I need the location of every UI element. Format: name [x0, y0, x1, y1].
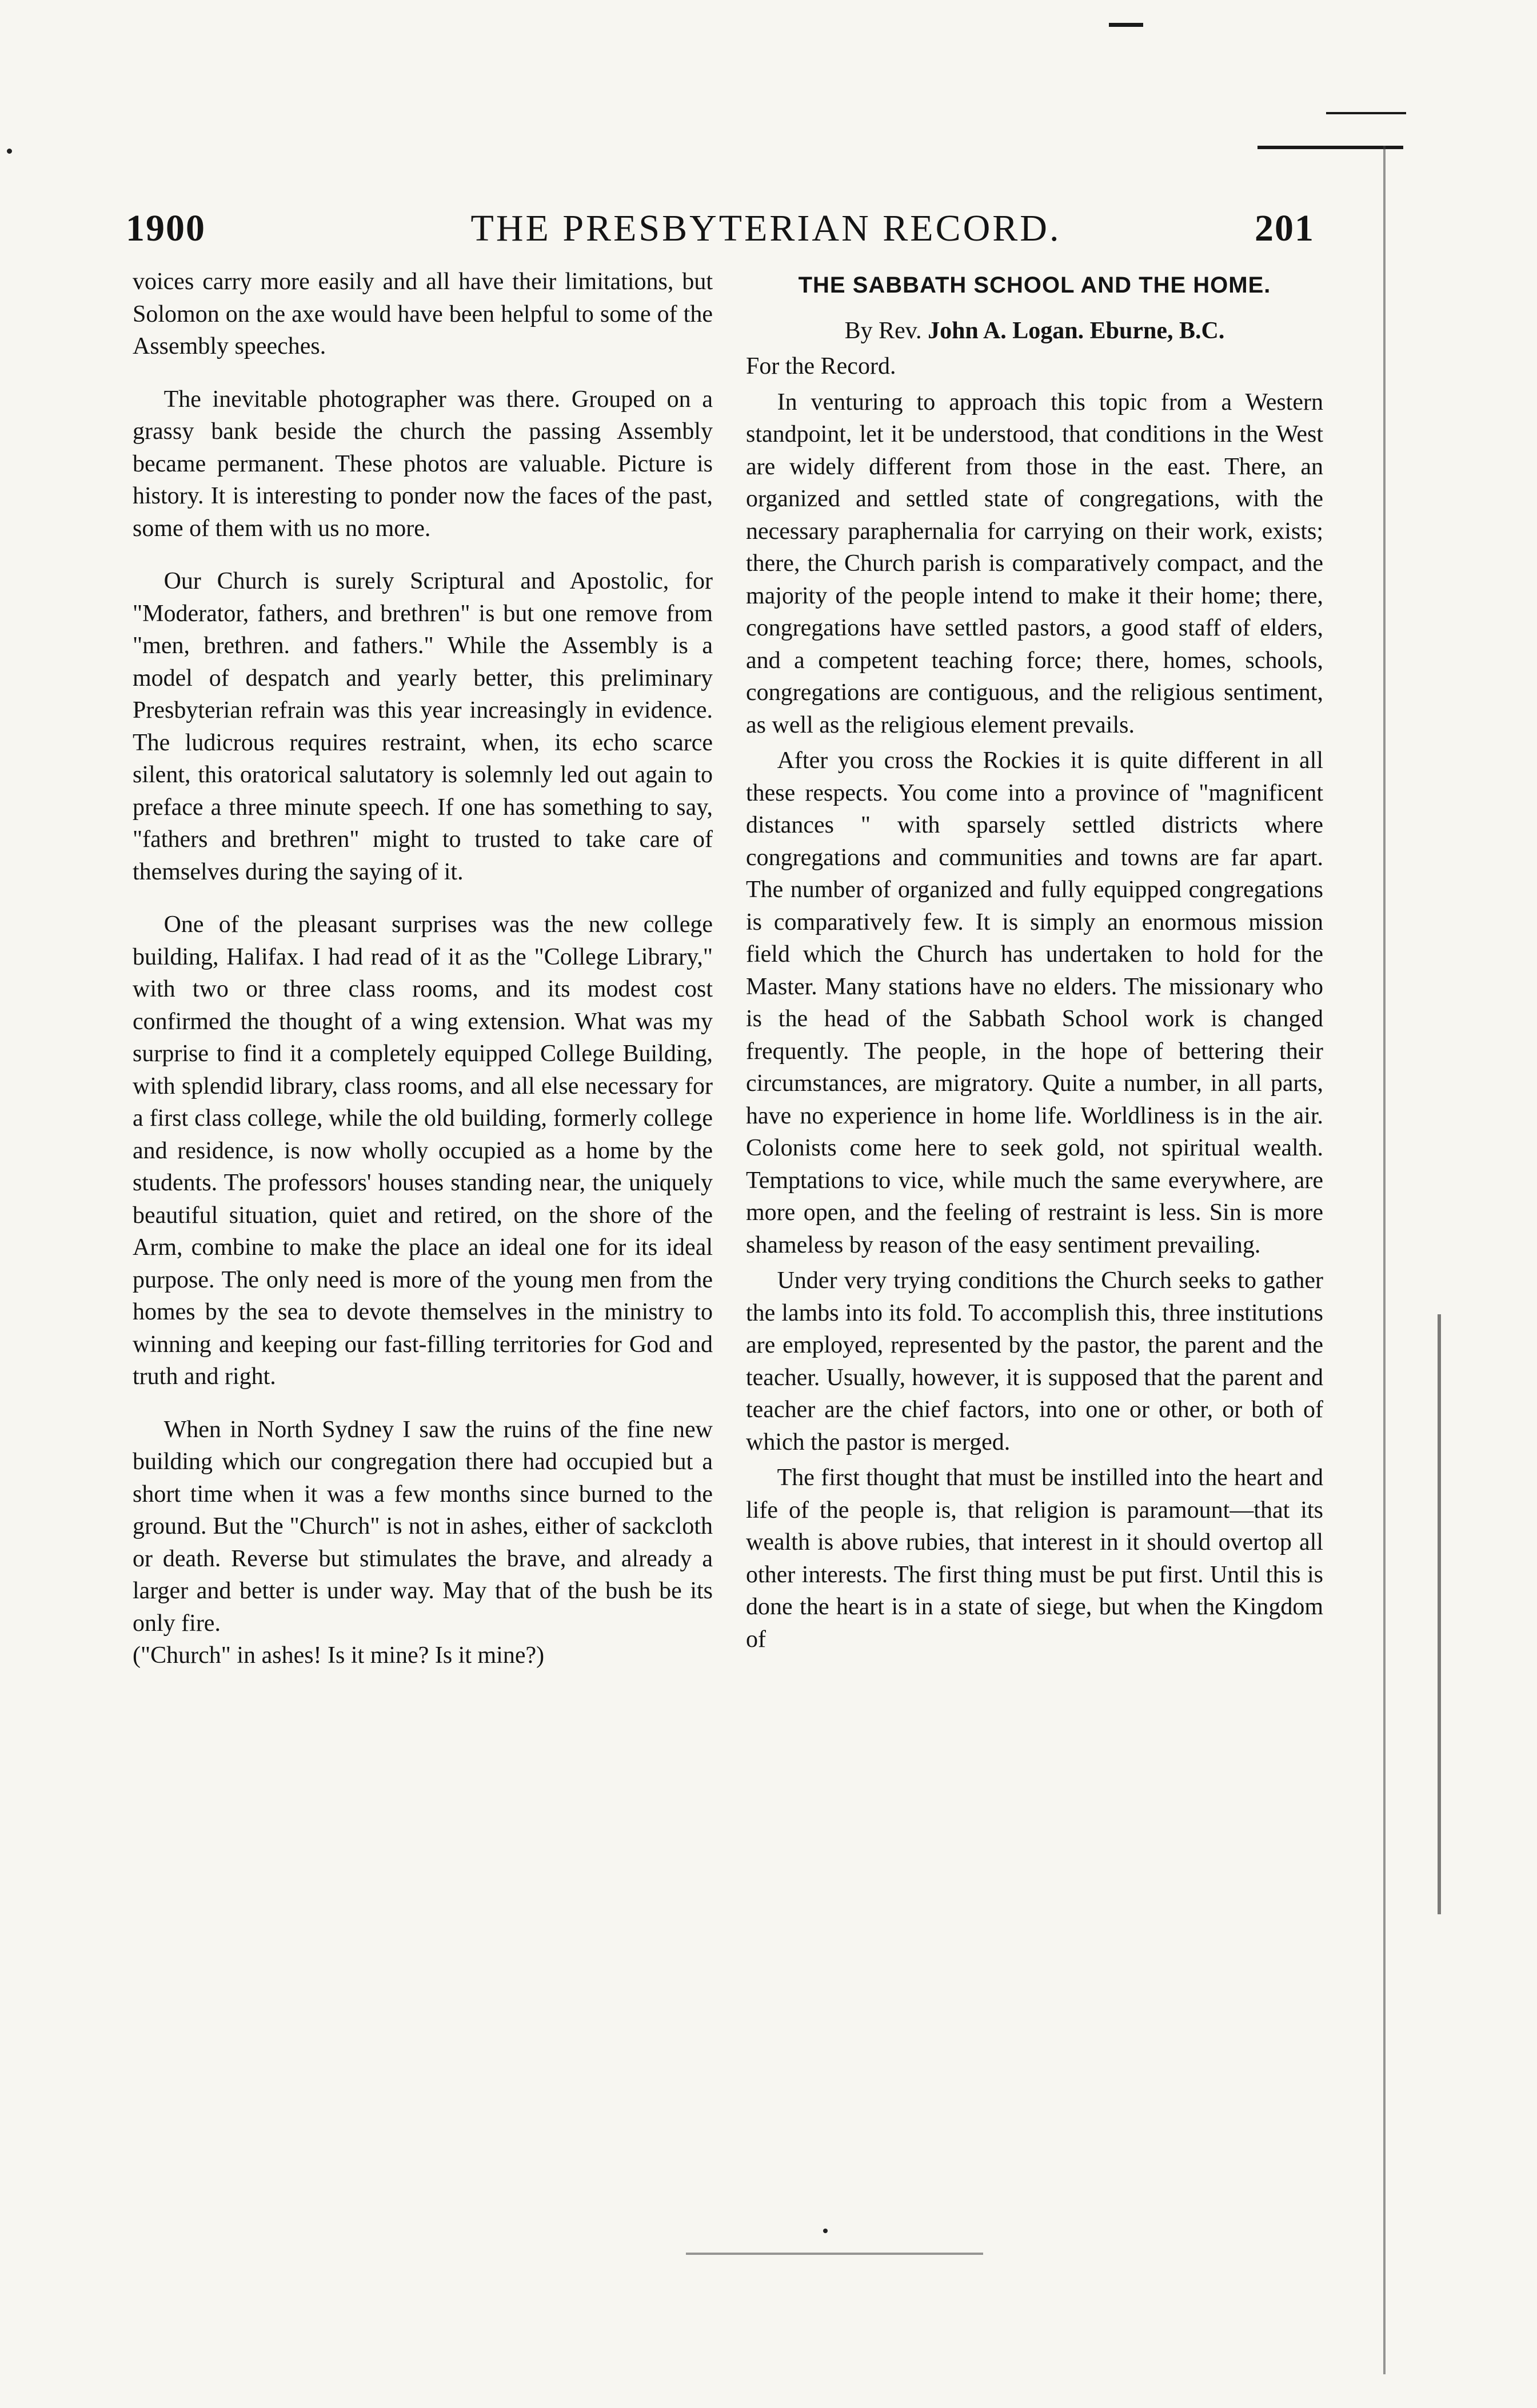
paragraph: voices carry more easily and all have their limitations, but Solomon on the axe would have been helpful to some of the Assembly speeches. — [133, 269, 713, 359]
right-margin-artifact — [1383, 146, 1386, 2374]
right-margin-artifact-2 — [1438, 1314, 1441, 1914]
byline-prefix: By Rev. — [844, 318, 922, 344]
top-rule-artifact-2 — [1326, 112, 1406, 114]
paragraph: The inevitable photographer was there. Grouped on a grassy bank beside the church the passing Assembly became permanent. These photos are valuable. Picture is history. It is interesting to ponder now the faces of the past, some of them with us no more. — [133, 386, 713, 542]
speck-artifact — [823, 2229, 828, 2233]
left-column — [133, 266, 713, 1672]
paragraph: One of the pleasant surprises was the new college building, Halifax. I had read of it as the "College Library," with two or three class rooms, and its modest cost confirmed the thought of a wing extension. What was my surprise to find it a completely equipped College Building, with splendid library, class rooms, and all else necessary for a first class college, while the old building, formerly college and residence, is now wholly occupied as a home by the students. The professors' houses standing near, the uniquely beautiful situation, quiet and retired, on the shore of the Arm, combine to make the place an ideal one for its ideal purpose. The only need is more of the young men from the homes by the sea to devote themselves in the ministry to winning and keeping our fast-filling territories for God and truth and right. — [133, 911, 713, 1390]
byline — [746, 315, 1323, 347]
right-column — [746, 266, 1323, 1655]
top-rule-artifact — [1257, 146, 1403, 149]
byline-author: John A. Logan — [928, 318, 1078, 344]
paragraph: Our Church is surely Scriptural and Apostolic, for "Moderator, fathers, and brethren" is but one remove from "men, brethren. and fathers." While the Assembly is a model of despatch and yearly better, this preliminary Presbyterian refrain was this year increasingly in evidence. The ludicrous requires restraint, when, its echo scarce silent, this oratorical salutatory is solemnly led out again to preface a three minute speech. If one has something to say, "fathers and brethren" might to trusted to take care of themselves during the saying of it. — [133, 568, 713, 885]
byline-location: . Eburne, B.C. — [1077, 318, 1225, 344]
paragraph: Under very trying conditions the Church seeks to gather the lambs into its fold. To accomplish this, three institutions are employed, represented by the pastor, the parent and the teacher. Usually, however, it is supposed that the parent and teacher are the chief factors, into one or other, or both of which the pastor is merged. — [746, 1267, 1323, 1455]
paragraph: When in North Sydney I saw the ruins of the fine new building which our congregation there had occupied but a short time when it was a few months since burned to the ground. But the "Church" is not in ashes, either of sackcloth or death. Reverse but stimulates the brave, and already a larger and better is under way. May that of the bush be its only fire. — [133, 1416, 713, 1637]
paragraph: ("Church" in ashes! Is it mine? Is it mine?) — [133, 1642, 545, 1669]
header-title: THE PRESBYTERIAN RECORD. — [470, 207, 1061, 249]
paragraph: In venturing to approach this topic from a Western standpoint, let it be understood, that conditions in the West are widely different from those in the east. There, an organized and settled state of congregations, with the necessary paraphernalia for carrying on their work, exists; there, the Church parish is comparatively compact, and the majority of the people intend to make it their home; there, congregations have settled pastors, a good staff of elders, and a competent teaching force; there, homes, schools, congregations are contiguous, and the religious sentiment, as well as the religious element prevails. — [746, 389, 1323, 738]
source-note: For the Record. — [746, 353, 896, 379]
top-dash-artifact — [1109, 23, 1143, 27]
bottom-dash-artifact — [686, 2253, 983, 2255]
speck-artifact — [7, 149, 12, 154]
header-page-number: 201 — [1255, 207, 1315, 249]
running-head — [126, 200, 1315, 263]
paragraph: After you cross the Rockies it is quite different in all these respects. You come into a province of "magnificent distances " with sparsely settled districts where congregations and communities and towns are far apart. The number of organized and fully equipped congregations is comparatively few. It is simply an enormous mission field which the Church has undertaken to hold for the Master. Many stations have no elders. The missionary who is the head of the Sabbath School work is changed frequently. The people, in the hope of bettering their circumstances, are migratory. Quite a number, in all parts, have no experience in home life. Worldliness is in the air. Colonists come here to seek gold, not spiritual wealth. Temptations to vice, while much the same everywhere, are more open, and the feeling of restraint is less. Sin is more shameless by reason of the easy sentiment prevailing. — [746, 747, 1323, 1258]
paragraph: The first thought that must be instilled into the heart and life of the people is, that religion is paramount—that its wealth is above rubies, that interest in it should overtop all other interests. The first thing must be put first. Until this is done the heart is in a state of siege, but when the Kingdom of — [746, 1465, 1323, 1653]
article-title: THE SABBATH SCHOOL AND THE HOME. — [798, 273, 1271, 298]
header-year: 1900 — [126, 207, 206, 249]
